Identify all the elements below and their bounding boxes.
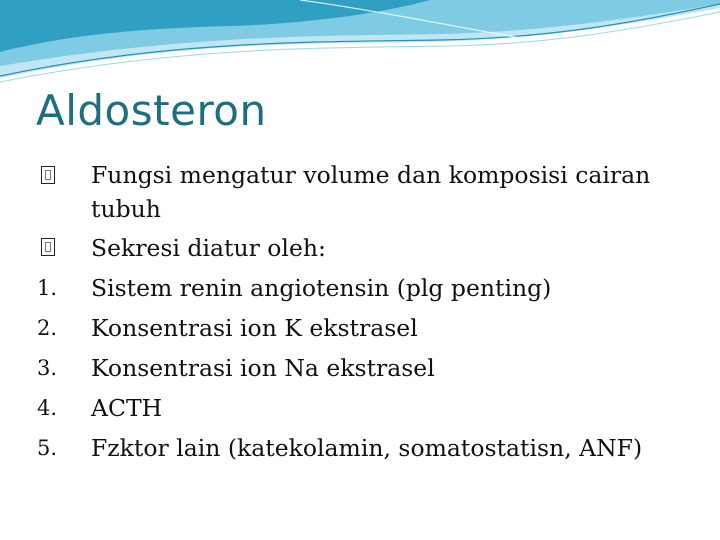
list-item — [0, 348, 720, 388]
list-item — [0, 428, 720, 468]
content-list — [0, 156, 720, 468]
list-number: 4. — [37, 396, 58, 420]
list-item-text: Sekresi diatur oleh: — [91, 234, 326, 262]
list-item-text: Fungsi mengatur volume dan komposisi cairan tubuh — [91, 161, 651, 223]
header-wave-decoration — [0, 0, 720, 90]
list-item-text: Sistem renin angiotensin (plg penting) — [91, 274, 552, 302]
list-number: 3. — [37, 356, 58, 380]
list-item — [0, 388, 720, 428]
list-item — [0, 228, 720, 268]
slide-title: Aldosteron — [36, 86, 267, 135]
list-item — [0, 308, 720, 348]
list-number: 2. — [37, 316, 58, 340]
list-item-text: Konsentrasi ion Na ekstrasel — [91, 354, 435, 382]
list-item-text: Konsentrasi ion K ekstrasel — [91, 314, 418, 342]
list-item — [0, 268, 720, 308]
list-number: 1. — [37, 276, 58, 300]
list-item-text: Fzktor lain (katekolamin, somatostatisn, ANF) — [91, 434, 643, 462]
list-item — [0, 156, 720, 228]
list-item-text: ACTH — [91, 394, 163, 422]
list-number: 5. — [37, 436, 58, 460]
